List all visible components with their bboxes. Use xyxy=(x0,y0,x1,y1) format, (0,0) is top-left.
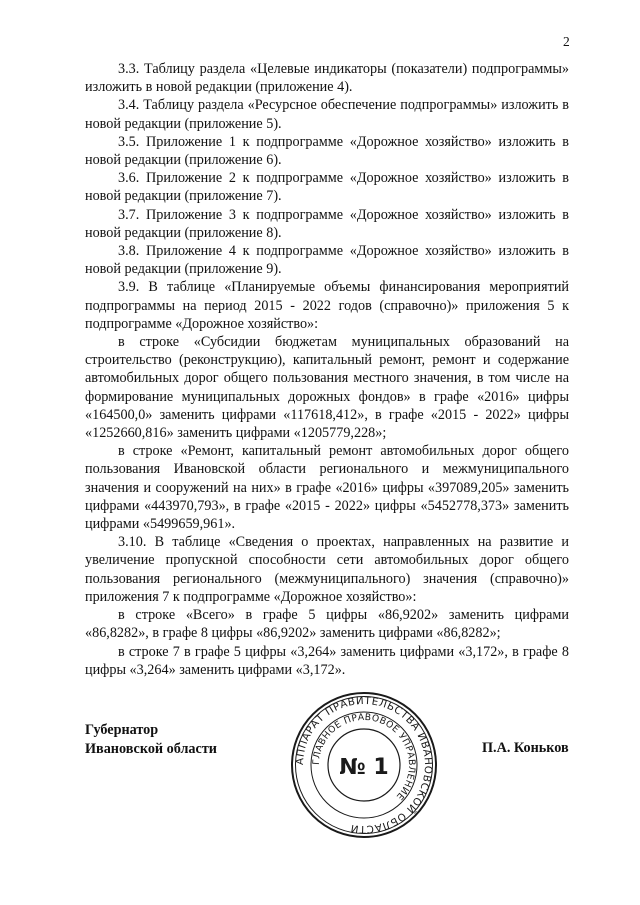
paragraph: в строке «Ремонт, капитальный ремонт автомобильных дорог общего пользования Ивановской области регионального и межмуниципального значения и сооружений на них» в графе «2016» цифры «397089,205» заменить цифрами «443970,793», в графе «2015 - 2022» цифры «5452778,373» заменить цифрами «5499659,961». xyxy=(85,443,569,533)
paragraph: в строке «Всего» в графе 5 цифры «86,9202» заменить цифрами «86,8282», в графе 8 цифры «86,9202» заменить цифрами «86,8282»; xyxy=(85,607,569,642)
paragraph: в строке 7 в графе 5 цифры «3,264» заменить цифрами «3,172», в графе 8 цифры «3,264» заменить цифрами «3,172». xyxy=(85,643,569,678)
paragraph: 3.4. Таблицу раздела «Ресурсное обеспечение подпрограммы» изложить в новой редакции (приложение 5). xyxy=(85,97,569,132)
paragraph: 3.6. Приложение 2 к подпрограмме «Дорожное хозяйство» изложить в новой редакции (приложение 7). xyxy=(85,170,569,205)
paragraph: 3.5. Приложение 1 к подпрограмме «Дорожное хозяйство» изложить в новой редакции (приложение 6). xyxy=(85,133,569,169)
official-stamp xyxy=(289,690,439,840)
signatory-title xyxy=(85,721,217,759)
svg-text:АППАРАТ ПРАВИТЕЛЬСТВА ИВАНОВСК: АППАРАТ ПРАВИТЕЛЬСТВА ИВАНОВСКОЙ ОБЛАСТИ xyxy=(293,694,435,836)
paragraph: 3.9. В таблице «Планируемые объемы финансирования мероприятий подпрограммы на период 2015 - 2022 годов (справочно)» приложения 5 к подпрограмме «Дорожное хозяйство»: xyxy=(85,279,569,332)
paragraph: 3.10. В таблице «Сведения о проектах, направленных на развитие и увеличение пропускной способности сети автомобильных дорог общего пользования регионального (межмуниципального) значения (справочно)» приложения 7 к подпрограмме «Дорожное хозяйство»: xyxy=(85,534,569,605)
page-number: 2 xyxy=(563,34,570,49)
document-body xyxy=(85,60,569,679)
signatory-title-line: Губернатор xyxy=(85,722,159,738)
signatory-name: П.А. Коньков xyxy=(482,740,569,756)
paragraph: 3.7. Приложение 3 к подпрограмме «Дорожное хозяйство» изложить в новой редакции (приложение 8). xyxy=(85,206,569,241)
svg-text:ГЛАВНОЕ ПРАВОВОЕ УПРАВЛЕНИЕ: ГЛАВНОЕ ПРАВОВОЕ УПРАВЛЕНИЕ xyxy=(310,711,418,803)
signatory-title-line: Ивановской области xyxy=(85,741,217,757)
paragraph: 3.8. Приложение 4 к подпрограмме «Дорожное хозяйство» изложить в новой редакции (приложение 9). xyxy=(85,243,569,278)
svg-text:№ 1: № 1 xyxy=(339,755,389,780)
paragraph: 3.3. Таблицу раздела «Целевые индикаторы (показатели) подпрограммы» изложить в новой редакции (приложение 4). xyxy=(85,61,569,96)
paragraph: в строке «Субсидии бюджетам муниципальных образований на строительство (реконструкцию), капитальный ремонт, ремонт и содержание автомобильных дорог общего пользования местного значения, в том числе на формирование муниципальных дорожных фондов» в графе «2016» цифры «164500,0» заменить цифрами «117618,412», в графе «2015 - 2022» цифры «1252660,816» заменить цифрами «1205779,228»; xyxy=(85,334,569,442)
